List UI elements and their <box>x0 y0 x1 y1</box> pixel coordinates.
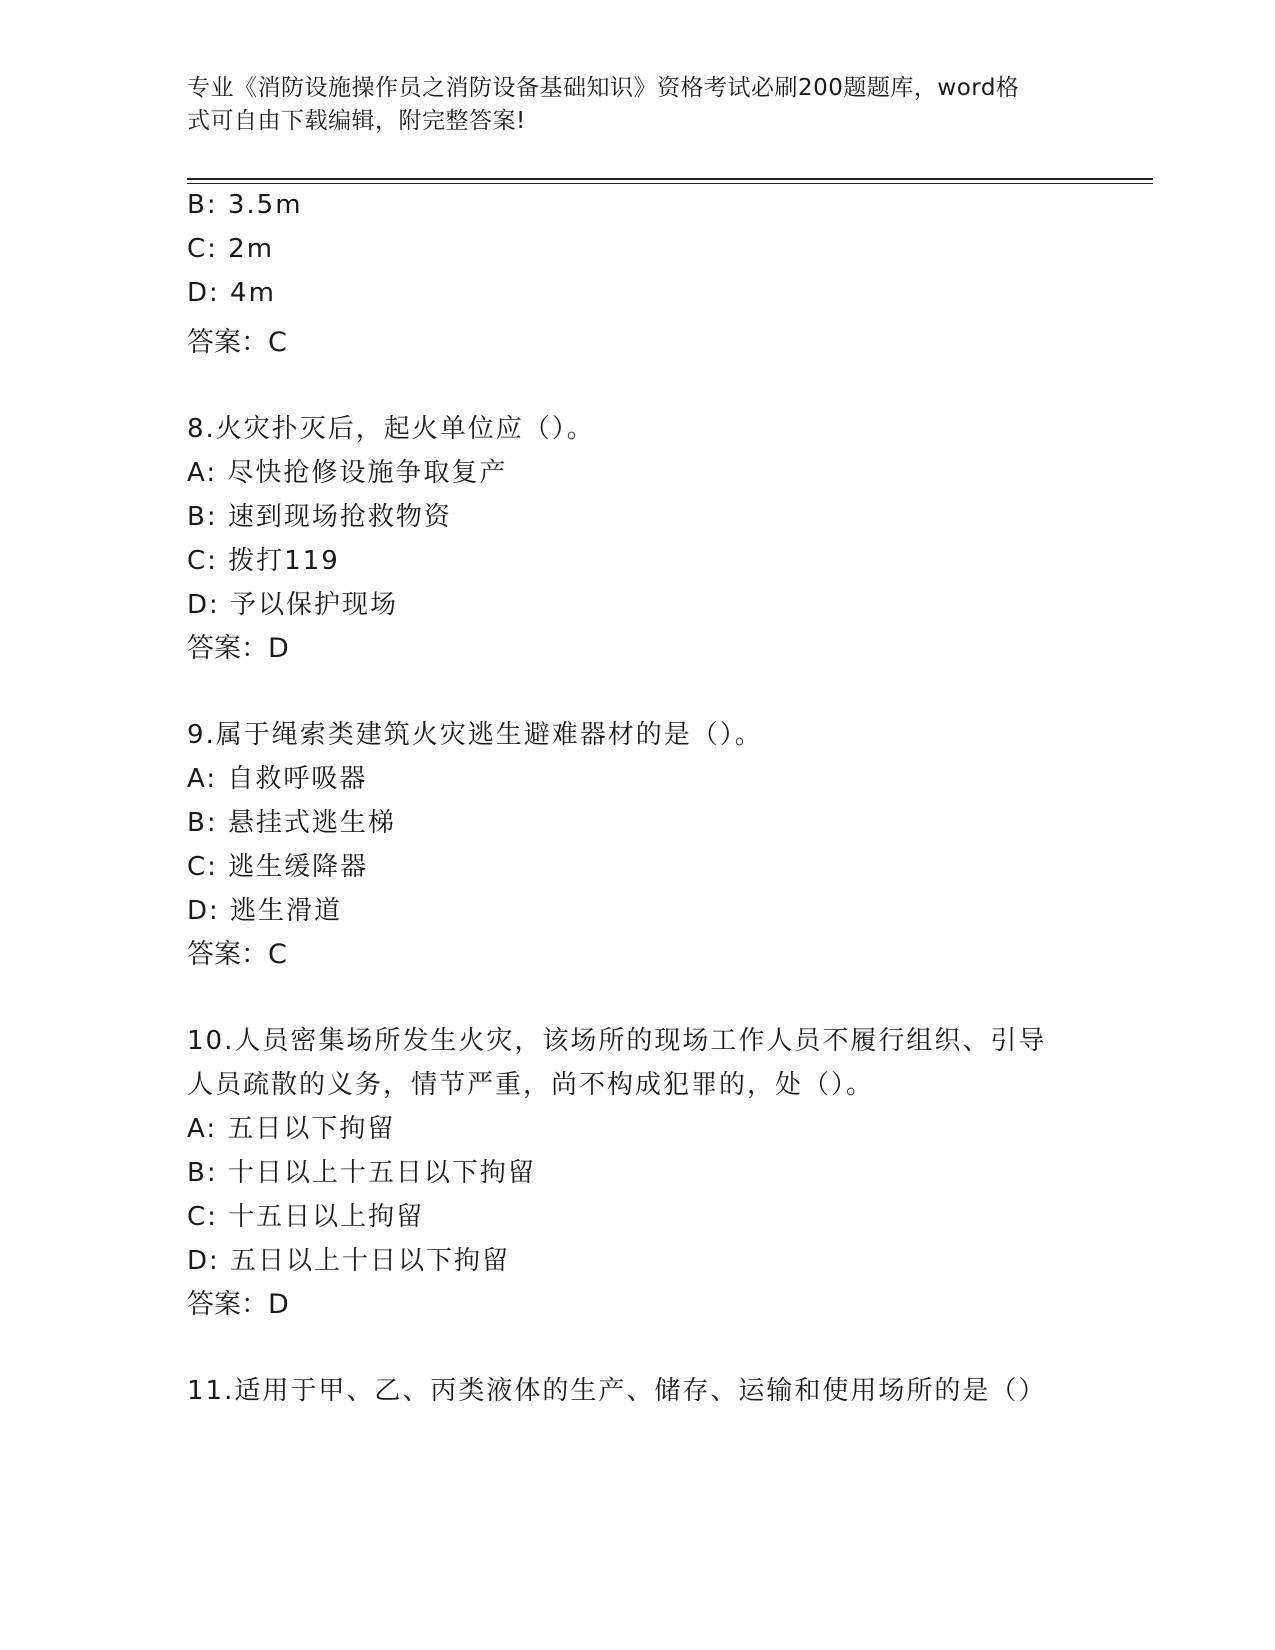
q9-question: 9.属于绳索类建筑火灾逃生避难器材的是（）。 <box>187 720 763 750</box>
q8-question: 8.火灾扑灭后，起火单位应（）。 <box>187 414 595 444</box>
q10-question-line-2: 人员疏散的义务，情节严重，尚不构成犯罪的，处（）。 <box>187 1070 875 1100</box>
q10-question-line-1: 10.人员密集场所发生火灾，该场所的现场工作人员不履行组织、引导 <box>187 1026 1047 1056</box>
q9-option-b: B: 悬挂式逃生梯 <box>187 808 396 838</box>
q11-question: 11.适用于甲、乙、丙类液体的生产、储存、运输和使用场所的是（） <box>187 1376 1047 1406</box>
q7-option-b: B: 3.5m <box>187 190 303 220</box>
q8-option-c: C: 拨打119 <box>187 546 340 576</box>
q7-option-d: D: 4m <box>187 278 276 308</box>
q7-answer: 答案：C <box>187 327 287 358</box>
q10-answer: 答案：D <box>187 1289 289 1320</box>
q8-answer: 答案：D <box>187 633 289 664</box>
q9-option-a: A: 自救呼吸器 <box>187 764 368 794</box>
header-line-2: 式可自由下载编辑，附完整答案! <box>187 108 526 134</box>
q9-answer: 答案：C <box>187 939 287 970</box>
q10-option-b: B: 十日以上十五日以下拘留 <box>187 1158 536 1188</box>
header-divider <box>187 178 1153 180</box>
q9-option-d: D: 逃生滑道 <box>187 896 343 926</box>
q8-option-b: B: 速到现场抢救物资 <box>187 502 452 532</box>
header-divider-thin <box>187 183 1153 184</box>
q7-option-c: C: 2m <box>187 234 275 264</box>
q10-option-d: D: 五日以上十日以下拘留 <box>187 1246 511 1276</box>
q10-option-a: A: 五日以下拘留 <box>187 1114 396 1144</box>
q10-option-c: C: 十五日以上拘留 <box>187 1202 425 1232</box>
document-header <box>187 72 1067 138</box>
q8-option-d: D: 予以保护现场 <box>187 590 399 620</box>
q8-option-a: A: 尽快抢修设施争取复产 <box>187 458 508 488</box>
q9-option-c: C: 逃生缓降器 <box>187 852 369 882</box>
header-line-1: 专业《消防设施操作员之消防设备基础知识》资格考试必刷200题题库，word格 <box>187 75 1020 101</box>
